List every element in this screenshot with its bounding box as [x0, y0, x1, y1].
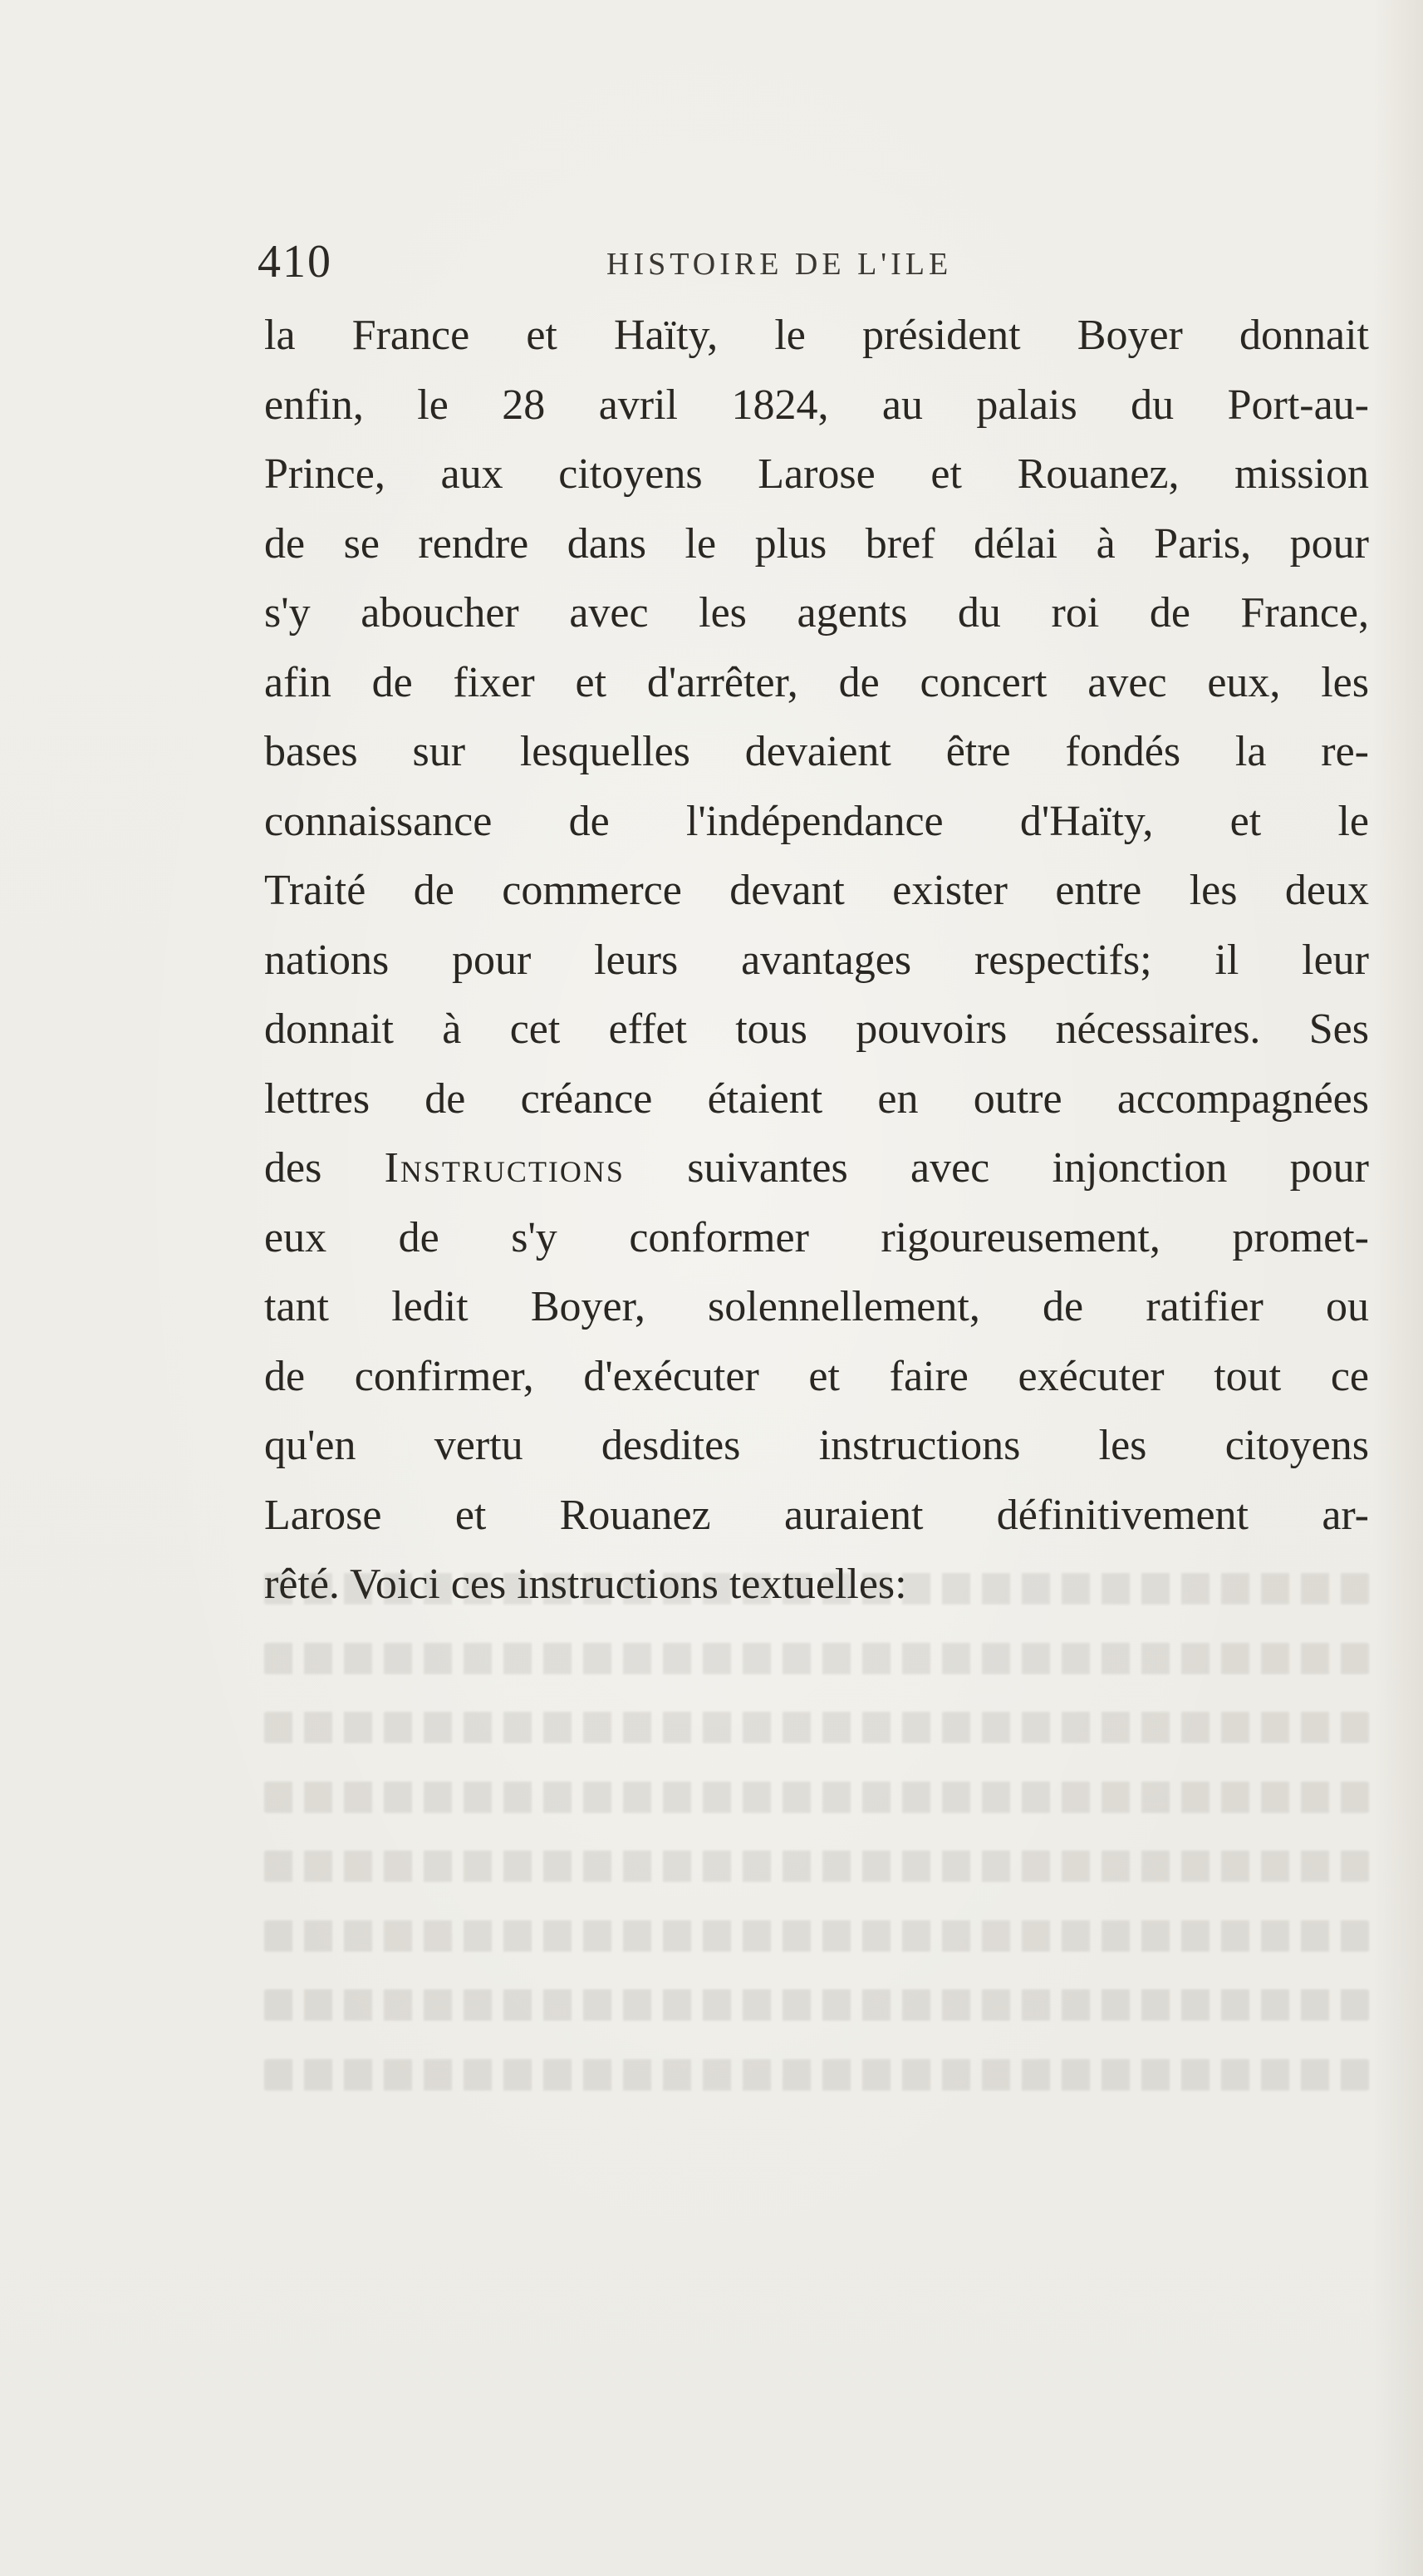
show-through-line [264, 1712, 1369, 1743]
show-through-line [264, 1989, 1369, 2021]
text-line: bases sur lesquelles devaient être fondés la re- [264, 728, 1369, 775]
text-fragment: suivantes avec injonction pour [624, 1144, 1369, 1192]
text-line: Larose et Rouanez auraient définitivement ar- [264, 1491, 1369, 1539]
text-line-instructions [264, 1133, 1369, 1203]
text-line: s'y aboucher avec les agents du roi de France, [264, 589, 1369, 637]
text-line: de se rendre dans le plus bref délai à Paris, pour [264, 519, 1369, 568]
instructions-small-caps: Instructions [384, 1144, 625, 1192]
text-line: la France et Haïty, le président Boyer donnait [264, 312, 1369, 359]
show-through-line [264, 1642, 1369, 1674]
text-line: nations pour leurs avantages respectifs; il leur [264, 936, 1369, 984]
text-line: rêté. Voici ces instructions textuelles: [264, 1561, 907, 1608]
text-line: de confirmer, d'exécuter et faire exécuter tout ce [264, 1352, 1369, 1400]
running-title: HISTOIRE DE L'ILE [606, 247, 953, 282]
page-header [258, 233, 1371, 291]
show-through-line [264, 1920, 1369, 1951]
page-number: 410 [258, 236, 332, 288]
text-fragment: des [264, 1144, 385, 1192]
text-line: qu'en vertu desdites instructions les citoyens [264, 1422, 1369, 1469]
show-through-line [264, 1781, 1369, 1812]
text-line: connaissance de l'indépendance d'Haïty, et le [264, 797, 1369, 845]
page-edge-shadow [1373, 0, 1423, 2576]
text-line: afin de fixer et d'arrêter, de concert avec eux, les [264, 658, 1369, 706]
text-line: Traité de commerce devant exister entre les deux [264, 867, 1369, 914]
text-line: tant ledit Boyer, solennellement, de ratifier ou [264, 1283, 1369, 1330]
show-through-line [264, 2058, 1369, 2090]
body-text [264, 301, 1369, 1620]
text-line: eux de s'y conformer rigoureusement, promet- [264, 1213, 1369, 1261]
show-through-line [264, 1851, 1369, 1882]
text-line: Prince, aux citoyens Larose et Rouanez, mission [264, 450, 1369, 498]
text-line: lettres de créance étaient en outre accompagnées [264, 1074, 1369, 1123]
text-line: enfin, le 28 avril 1824, au palais du Port-au- [264, 381, 1369, 429]
show-through-text [264, 1554, 1369, 2109]
text-line: donnait à cet effet tous pouvoirs nécessaires. Ses [264, 1005, 1369, 1053]
